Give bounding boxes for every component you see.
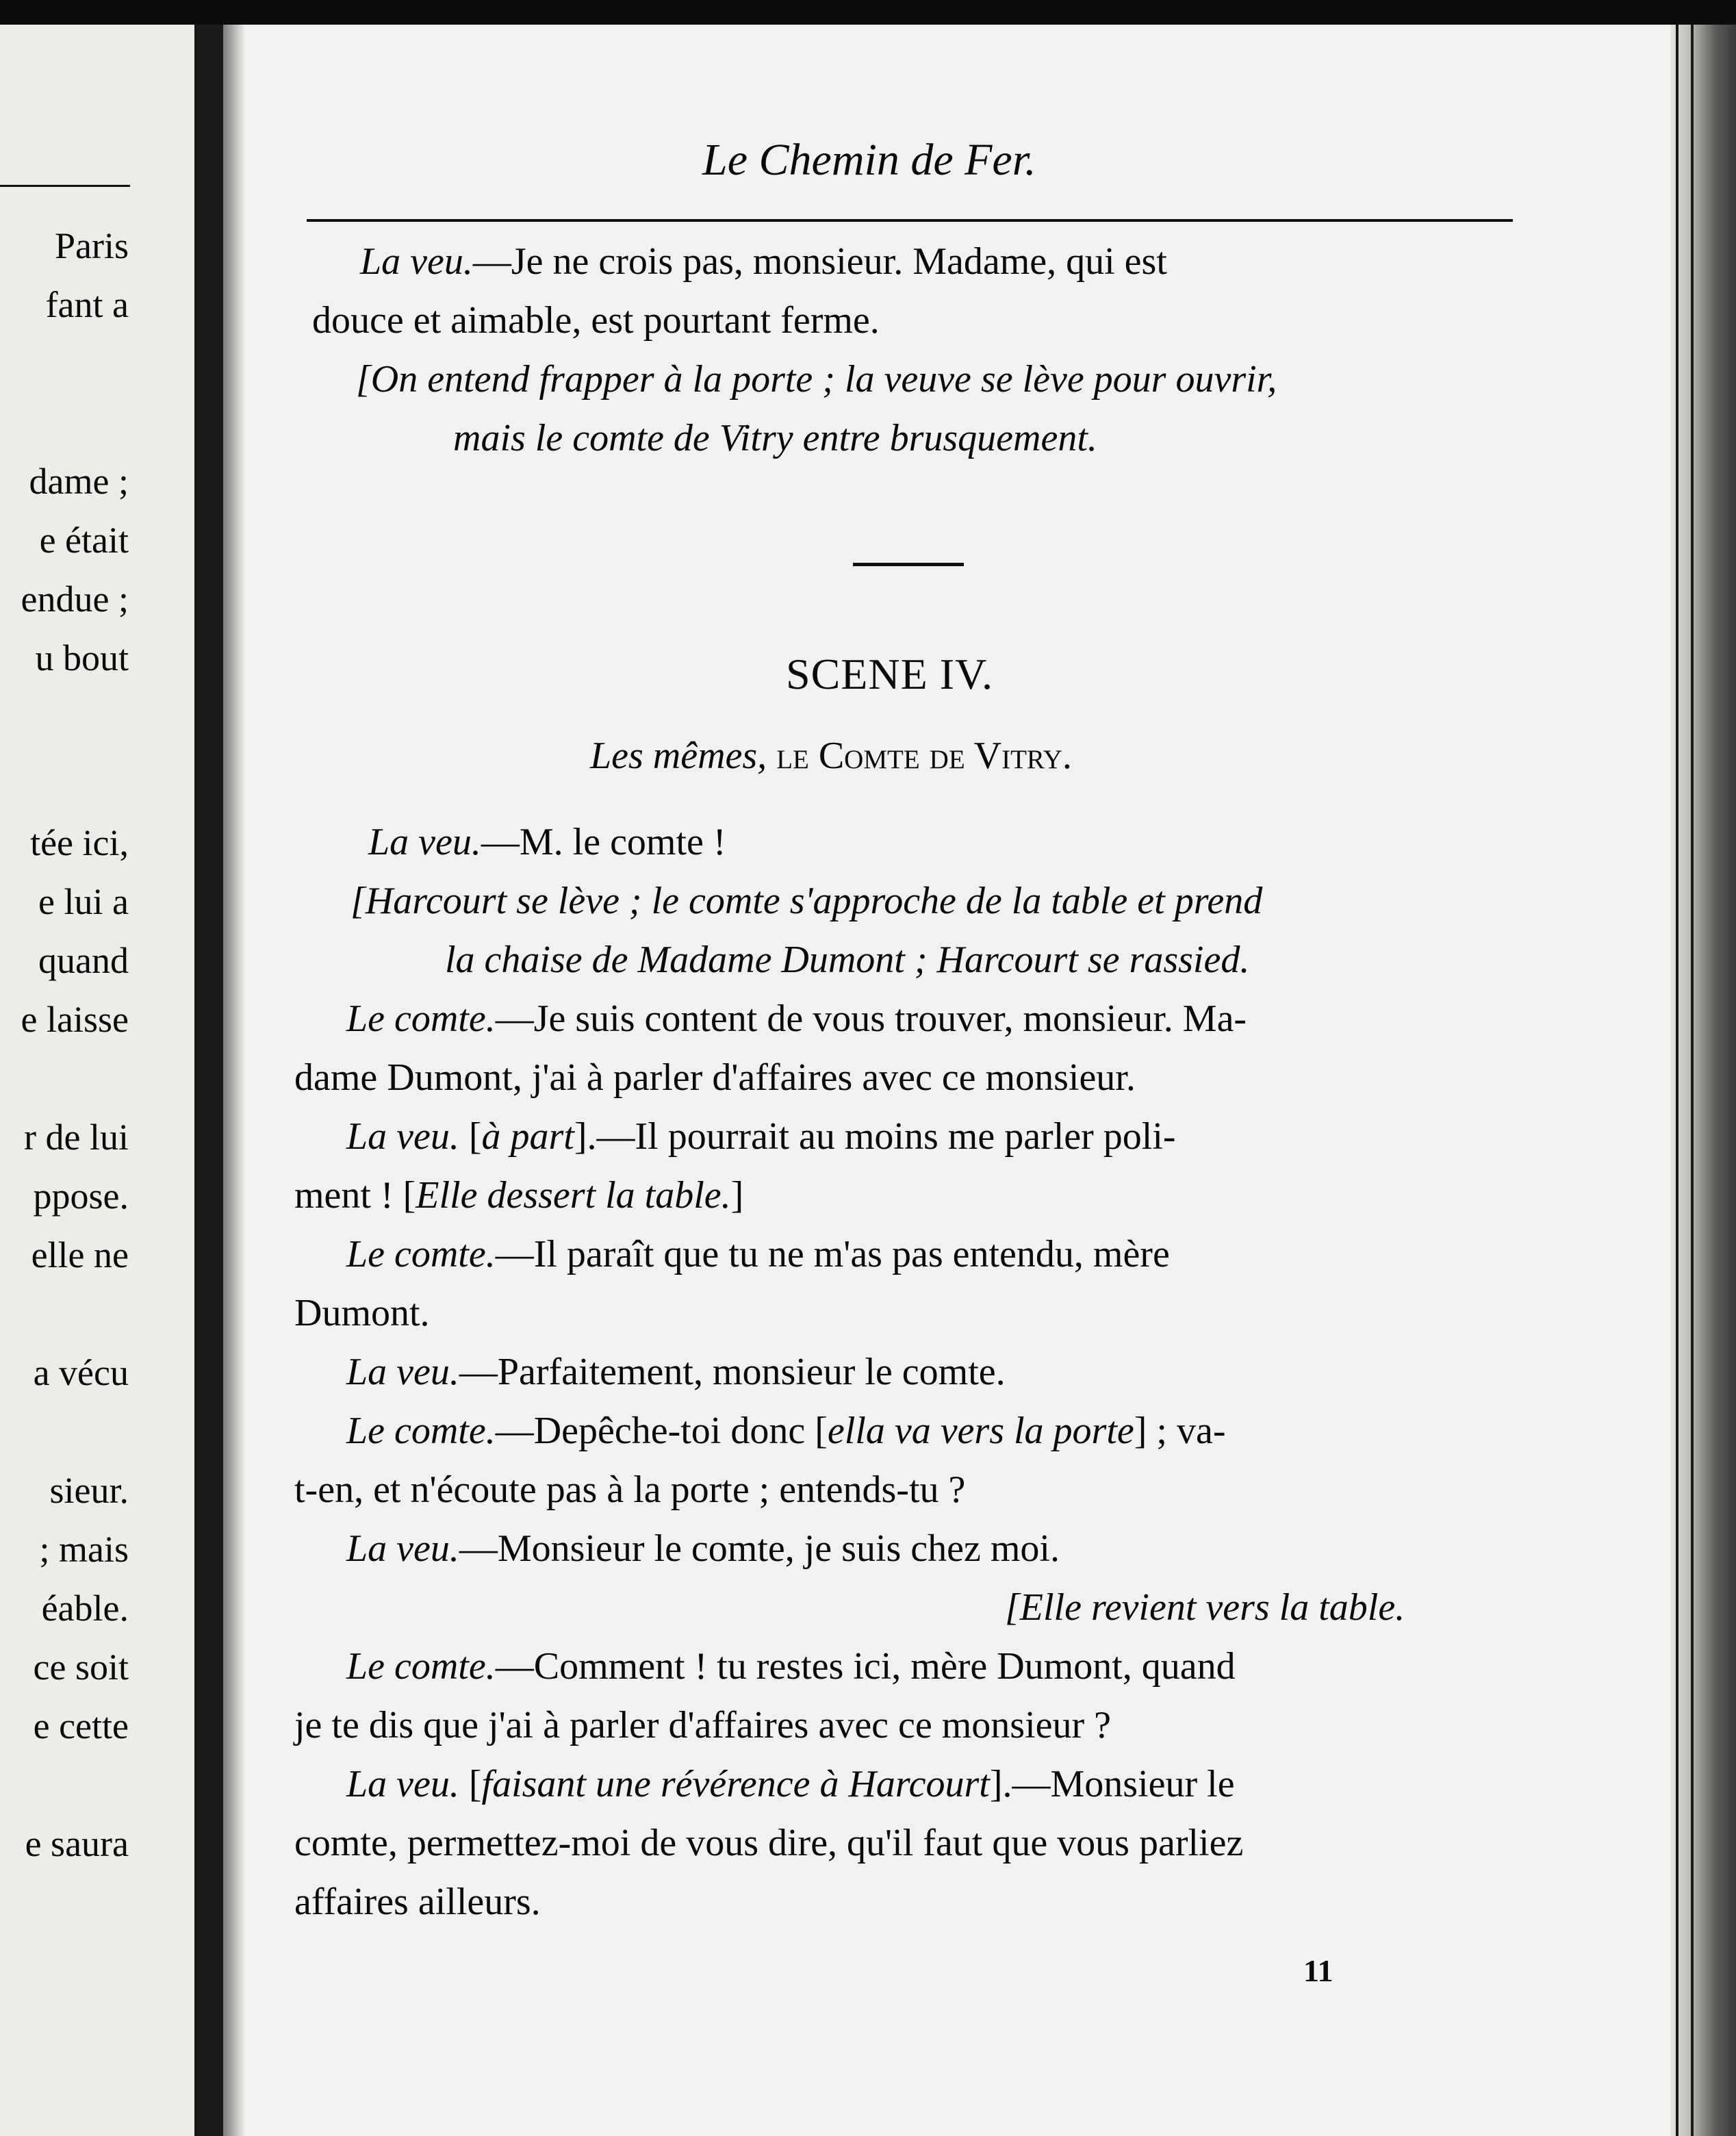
bracket: ] [730, 1174, 744, 1217]
text-line: affaires ailleurs. [294, 1881, 541, 1923]
left-line: Paris [55, 225, 129, 266]
stage-direction: [Elle revient vers la table. [1005, 1586, 1405, 1629]
dialogue-text: —Parfaitement, monsieur le comte. [459, 1351, 1006, 1393]
dialogue-text: —Monsieur le comte, je suis chez moi. [459, 1527, 1060, 1570]
dialogue-text: —Il pourrait au moins me parler poli- [596, 1115, 1176, 1158]
page-number: 11 [1303, 1953, 1333, 1988]
stage-direction: mais le comte de Vitry entre brusquement. [453, 417, 1097, 459]
left-line: ppose. [33, 1175, 129, 1217]
text-line: je te dis que j'ai à parler d'affaires avec ce monsieur ? [294, 1704, 1112, 1746]
left-line: e était [39, 520, 129, 561]
dialogue-text: —Comment ! tu restes ici, mère Dumont, quand [495, 1645, 1236, 1688]
stage-direction: ella va vers la porte [827, 1410, 1134, 1452]
text-line [346, 1762, 1235, 1806]
speaker-label: La veu. [346, 1763, 459, 1805]
dialogue-text: —Je suis content de vous trouver, monsieur. Ma- [495, 997, 1247, 1040]
text-line [346, 1644, 1236, 1688]
left-line: ; mais [39, 1529, 129, 1570]
speaker-label: La veu. [360, 240, 473, 283]
left-line: e lui a [38, 881, 129, 922]
speaker-label: Le comte. [346, 1645, 496, 1688]
bracket: [ [815, 1410, 828, 1452]
aside-direction: à part [481, 1115, 574, 1158]
speaker-label: Le comte. [346, 1233, 496, 1275]
dialogue-text: —Il paraît que tu ne m'as pas entendu, mère [495, 1233, 1170, 1275]
cast-italic: Les mêmes, [590, 735, 767, 777]
text-line [368, 820, 726, 864]
speaker-label: La veu. [346, 1527, 459, 1570]
left-line: a vécu [33, 1352, 129, 1393]
dialogue-text: —M. le comte ! [481, 821, 726, 863]
left-line: e laisse [21, 999, 129, 1040]
bracket: [ [468, 1115, 482, 1158]
left-line: dame ; [29, 461, 129, 502]
cast-small-caps: le Comte de Vitry. [776, 735, 1072, 777]
speaker-label: La veu. [346, 1351, 459, 1393]
speaker-label: Le comte. [346, 997, 496, 1040]
text-line: comte, permettez-moi de vous dire, qu'il faut que vous parliez [294, 1822, 1244, 1864]
text-line: dame Dumont, j'ai à parler d'affaires avec ce monsieur. [294, 1056, 1136, 1099]
stage-direction: [On entend frapper à la porte ; la veuve se lève pour ouvrir, [356, 358, 1277, 400]
stage-direction: Elle dessert la table. [416, 1174, 731, 1217]
left-line: e saura [25, 1823, 129, 1864]
left-line: e cette [33, 1705, 129, 1746]
dialogue-text: ment ! [294, 1174, 394, 1217]
speaker-label: La veu. [346, 1115, 459, 1158]
text-line [346, 1115, 1176, 1158]
text-line [346, 1232, 1170, 1276]
text-line [294, 1173, 743, 1217]
stage-direction: la chaise de Madame Dumont ; Harcourt se rassied. [445, 939, 1250, 981]
stage-direction: [Harcourt se lève ; le comte s'approche de la table et prend [350, 880, 1263, 922]
left-line: u bout [35, 637, 129, 678]
text-line [346, 1409, 1225, 1453]
bracket: ] ; va- [1134, 1410, 1226, 1452]
text-line [360, 240, 1167, 283]
left-line: elle ne [31, 1234, 129, 1275]
cast-line [590, 734, 1072, 778]
left-line: r de lui [24, 1117, 129, 1158]
speaker-label: Le comte. [346, 1410, 496, 1452]
text-line: t-en, et n'écoute pas à la porte ; entends-tu ? [294, 1468, 966, 1511]
scene-divider [853, 563, 964, 566]
dialogue-text: —Je ne crois pas, monsieur. Madame, qui est [472, 240, 1167, 283]
left-line: fant a [45, 284, 129, 325]
text-line: douce et aimable, est pourtant ferme. [312, 299, 880, 342]
dialogue-text: —Depêche-toi donc [495, 1410, 806, 1452]
dialogue-text: —Monsieur le [1012, 1763, 1235, 1805]
text-line [346, 997, 1247, 1041]
left-line: éable. [41, 1588, 129, 1629]
bracket: ]. [989, 1763, 1012, 1805]
bracket: ]. [574, 1115, 597, 1158]
bracket: [ [468, 1763, 482, 1805]
text-line [346, 1350, 1006, 1394]
left-line: sieur. [49, 1470, 129, 1511]
left-line: ce soit [33, 1646, 129, 1688]
left-line: quand [38, 940, 129, 981]
text-line [346, 1527, 1060, 1571]
left-line: tée ici, [30, 822, 129, 863]
stage-direction: faisant une révérence à Harcourt [481, 1763, 990, 1805]
running-head: Le Chemin de Fer. [702, 135, 1036, 185]
text-line: Dumont. [294, 1292, 430, 1334]
speaker-label: La veu. [368, 821, 481, 863]
bracket: [ [403, 1174, 416, 1217]
header-rule [307, 219, 1513, 222]
scene-title: SCENE IV. [786, 650, 993, 698]
left-line: endue ; [21, 578, 129, 620]
